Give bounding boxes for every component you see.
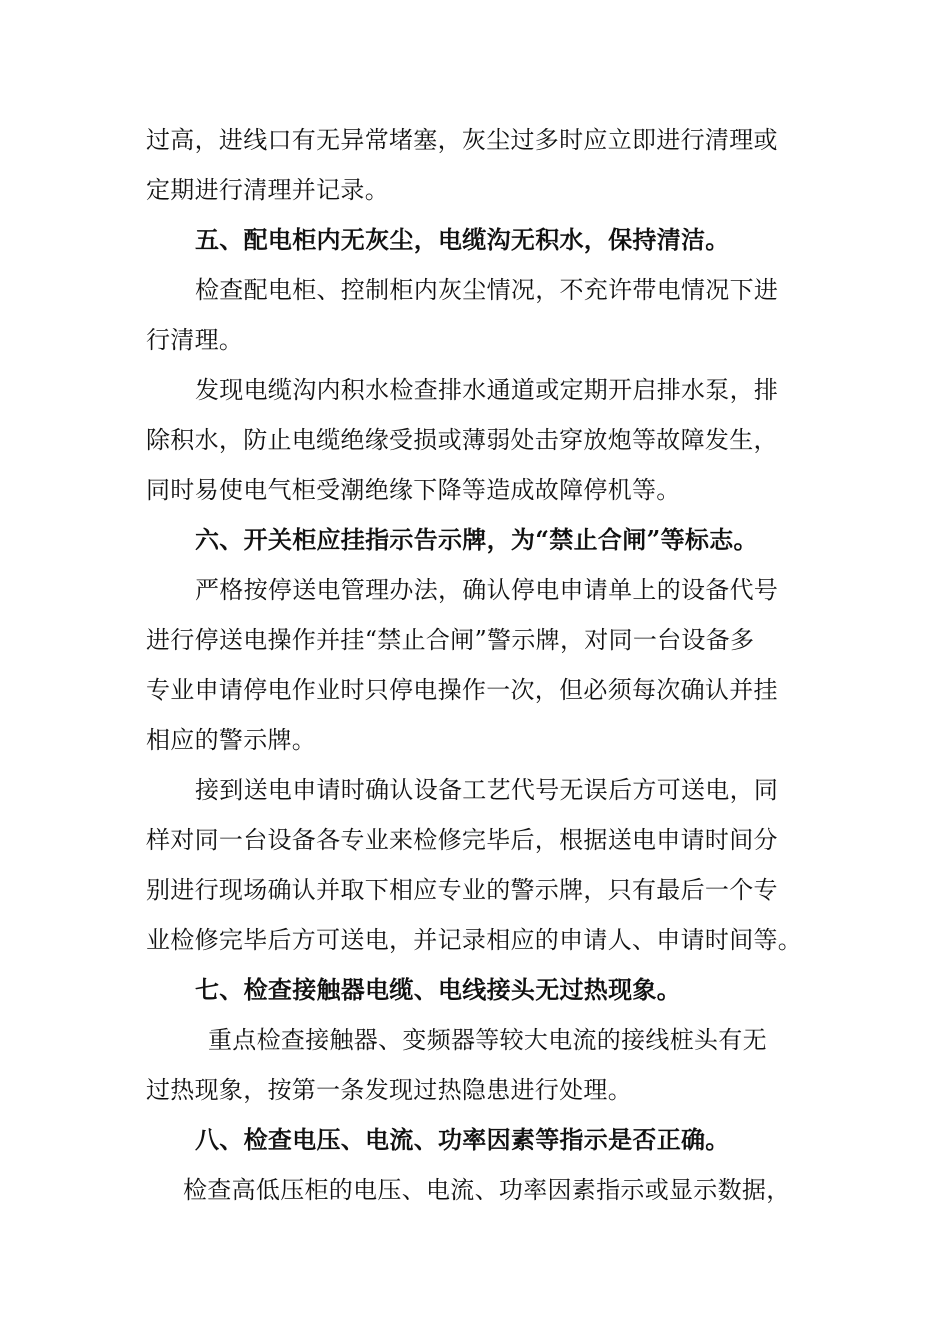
body-text-line: 检查高低压柜的电压、电流、功率因素指示或显示数据， (183, 1176, 791, 1204)
section-heading-6: 六、开关柜应挂指示告示牌，为“禁止合闸”等标志。 (195, 525, 758, 554)
body-text-line: 除积水，防止电缆绝缘受损或薄弱处击穿放炮等故障发生， (146, 426, 778, 454)
body-text-line: 样对同一台设备各专业来检修完毕后，根据送电申请时间分 (146, 826, 778, 854)
body-text-line: 行清理。 (146, 326, 244, 354)
section-heading-8: 八、检查电压、电流、功率因素等指示是否正确。 (195, 1125, 730, 1154)
body-text-line: 发现电缆沟内积水检查排水通道或定期开启排水泵，排 (195, 376, 779, 404)
body-text-line: 相应的警示牌。 (146, 726, 317, 754)
body-text-line: 专业申请停电作业时只停电操作一次，但必须每次确认并挂 (146, 676, 778, 704)
body-text-line: 接到送电申请时确认设备工艺代号无误后方可送电，同 (195, 776, 779, 804)
body-text-line: 别进行现场确认并取下相应专业的警示牌，只有最后一个专 (146, 876, 778, 904)
section-heading-5: 五、配电柜内无灰尘，电缆沟无积水，保持清洁。 (195, 225, 730, 254)
body-text-line: 严格按停送电管理办法，确认停电申请单上的设备代号 (195, 576, 779, 604)
body-text-line: 同时易使电气柜受潮绝缘下降等造成故障停机等。 (146, 476, 681, 504)
body-text-line: 重点检查接触器、变频器等较大电流的接线桩头有无 (208, 1026, 767, 1054)
body-text-line: 进行停送电操作并挂“禁止合闸”警示牌，对同一台设备多 (146, 626, 755, 654)
body-text-line: 检查配电柜、控制柜内灰尘情况，不充许带电情况下进 (195, 276, 779, 304)
body-text-line: 过热现象，按第一条发现过热隐患进行处理。 (146, 1076, 632, 1104)
body-text-line: 过高，进线口有无异常堵塞，灰尘过多时应立即进行清理或 (146, 126, 778, 154)
section-heading-7: 七、检查接触器电缆、电线接头无过热现象。 (195, 975, 681, 1004)
body-text-line: 定期进行清理并记录。 (146, 176, 389, 204)
body-text-line: 业检修完毕后方可送电，并记录相应的申请人、申请时间等。 (146, 926, 803, 954)
